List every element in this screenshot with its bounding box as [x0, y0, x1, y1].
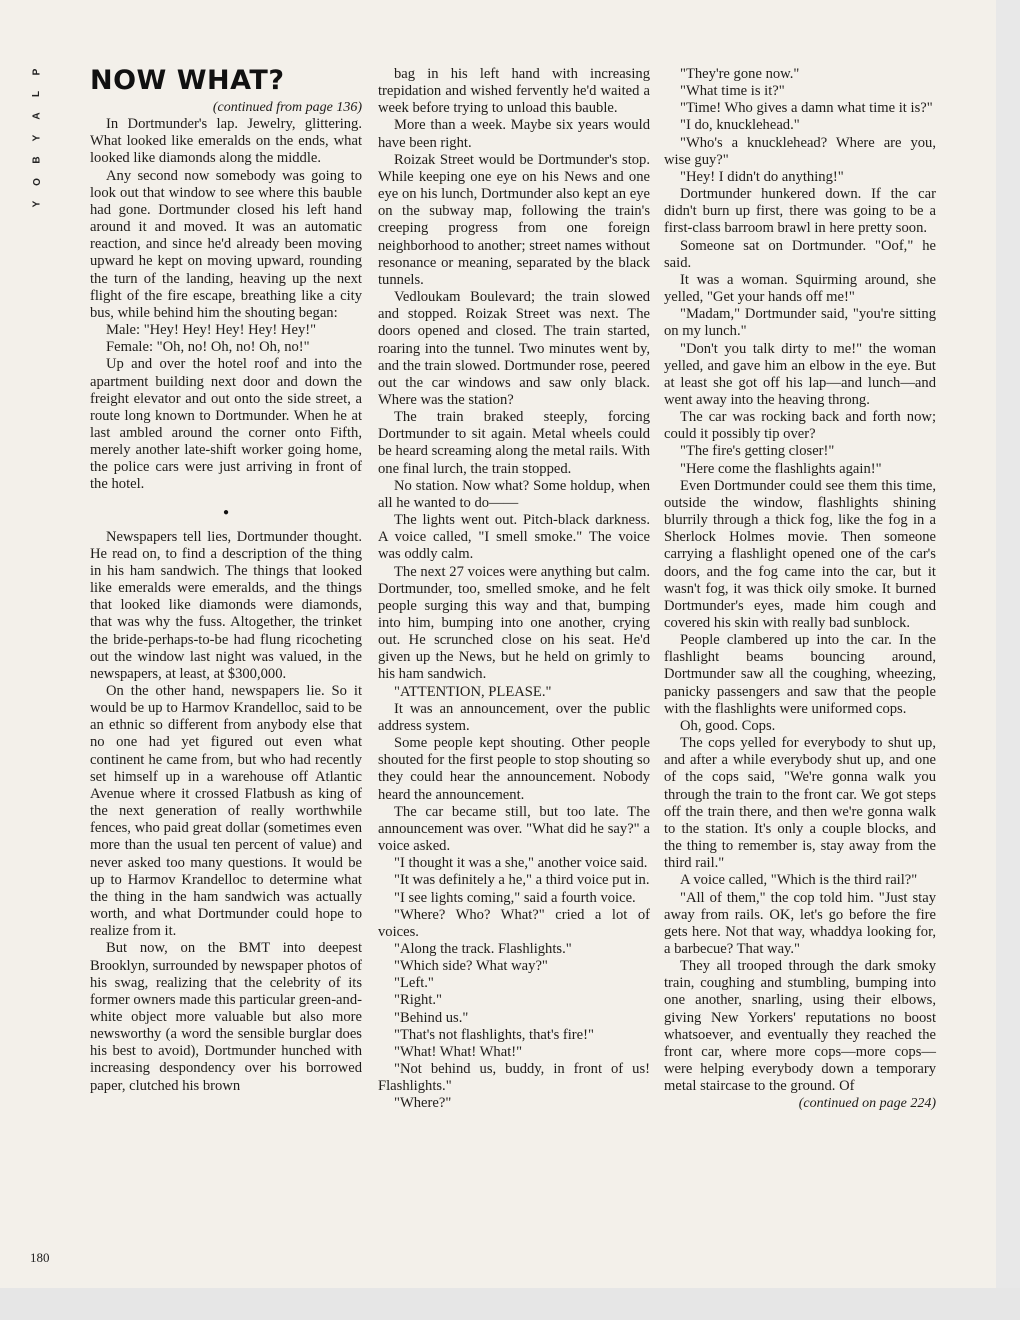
- magazine-letter: B: [31, 155, 43, 164]
- paragraph: The lights went out. Pitch-black darkness. A voice called, "I smell smoke." The voice was oddly calm.: [378, 512, 650, 563]
- paragraph: Up and over the hotel roof and into the apartment building next door and down the freight elevator and out onto the side street, a route long known to Dortmunder. When he at last ambled around the corner onto Fifth, merely another late-shift worker going home, the police cars were just arriving in front of the hotel.: [90, 356, 362, 493]
- paragraph: Someone sat on Dortmunder. "Oof," he said.: [664, 237, 936, 271]
- text-column-1: [90, 66, 362, 1095]
- paragraph: "Madam," Dortmunder said, "you're sitting on my lunch.": [664, 306, 936, 340]
- paragraph: "Which side? What way?": [394, 958, 548, 975]
- paragraph: "They're gone now.": [680, 66, 800, 82]
- paragraph: "The fire's getting closer!": [680, 443, 835, 460]
- paragraph: "Where? Who? What?" cried a lot of voices.: [378, 906, 650, 940]
- paragraph: It was a woman. Squirming around, she yelled, "Get your hands off me!": [664, 271, 936, 306]
- continued-on-note: (continued on page 224): [798, 1096, 936, 1112]
- magazine-letter: P: [31, 67, 43, 76]
- magazine-letter: O: [31, 177, 43, 186]
- scan-edge: [996, 0, 1020, 1320]
- column-1-paragraphs-after-break: [90, 529, 362, 1095]
- magazine-name-vertical: [26, 66, 48, 209]
- paragraph: "What! What! What!": [394, 1043, 523, 1060]
- paragraph: "It was definitely a he," a third voice put in.: [394, 872, 650, 889]
- text-column-2: [378, 66, 650, 1113]
- paragraph: "I do, knucklehead.": [680, 117, 800, 134]
- paragraph: "Hey! I didn't do anything!": [680, 168, 844, 185]
- paragraph: Oh, good. Cops.: [680, 717, 776, 734]
- paragraph: Vedloukam Boulevard; the train slowed and stopped. Roizak Street was next. The doors opened and closed. The train started, roaring into the tunnel. Two minutes went by, and the train slowed. Dortmunder rose, peered out the car windows and saw only black. Where was the station?: [378, 289, 650, 408]
- paragraph: More than a week. Maybe six years would have been right.: [378, 117, 650, 151]
- paragraph: The next 27 voices were anything but calm. Dortmunder, too, smelled smoke, and he felt people surging this way and that, bumping into him, bumping into one another, crying out. He scrunched close on his seat. He'd given up the News, but he held on grimly to his ham sandwich.: [378, 563, 650, 683]
- paragraph: It was an announcement, over the public address system.: [378, 700, 650, 734]
- paragraph: The train braked steeply, forcing Dortmunder to sit again. Metal wheels could be heard screaming along the metal rails. With one final lurch, the train stopped.: [378, 409, 650, 477]
- paragraph: People clambered up into the car. In the flashlight beams bouncing around, Dortmunder saw all the coughing, wheezing, panicky passengers and saw that the people with the flashlights were uniformed cops.: [664, 632, 936, 717]
- magazine-letter: Y: [31, 133, 43, 142]
- paragraph: "ATTENTION, PLEASE.": [394, 683, 552, 700]
- paragraph: A voice called, "Which is the third rail?": [680, 872, 918, 889]
- magazine-letter: A: [31, 111, 43, 120]
- column-2-paragraphs: [378, 66, 650, 1113]
- paragraph: "Time! Who gives a damn what time it is?": [680, 100, 933, 117]
- magazine-letter: L: [31, 89, 43, 98]
- paragraph: Dortmunder hunkered down. If the car didn't burn up first, there was going to be a first-class barroom brawl in here pretty soon.: [664, 186, 936, 237]
- paragraph: But now, on the BMT into deepest Brooklyn, surrounded by newspaper photos of his swag, realizing that the celebrity of its former owners made this particular green-and-white object more valuable but also more newsworthy (a word the sensible burglar does his best to avoid), Dortmunder hunched with increasing despondency over his borrowed paper, clutched his brown: [90, 940, 362, 1094]
- paragraph: "Who's a knucklehead? Where are you, wise guy?": [664, 134, 936, 168]
- magazine-letter: Y: [31, 199, 43, 208]
- paragraph: "I thought it was a she," another voice said.: [394, 855, 648, 872]
- paragraph: Any second now somebody was going to look out that window to see where this bauble had gone. Dortmunder closed his left hand around it and moved. It was an automatic reaction, and since he'd already been moving upward he kept on moving upward, rounding the turn of the landing, heaving up the next flight of the fire escape, breathing like a city bus, while behind him the shouting began:: [90, 167, 362, 321]
- paragraph: Even Dortmunder could see them this time, outside the window, flashlights shining blurrily through a thick fog, like the fog in a Sherlock Holmes movie. Then someone carrying a flashlight opened one of the car's doors, and the fog came into the car, but it wasn't fog, it was thick oily smoke. It burned Dortmunder's eyes, made him cough and covered his skin with really bad sunblock.: [664, 477, 936, 631]
- paragraph: "Right.": [394, 992, 442, 1009]
- column-3-paragraphs: [664, 66, 936, 1095]
- paragraph: No station. Now what? Some holdup, when all he wanted to do——: [378, 477, 650, 511]
- article-headline: NOW WHAT?: [90, 65, 285, 96]
- paragraph: Male: "Hey! Hey! Hey! Hey! Hey!": [106, 322, 317, 339]
- paragraph: "Where?": [394, 1095, 452, 1112]
- paragraph: Roizak Street would be Dortmunder's stop. While keeping one eye on his News and one eye on his lunch, Dortmunder also kept an eye on the subway map, following the train's creeping progress from one foreign neighborhood to another; street names without resonance or meaning, separated by the black tunnels.: [378, 151, 650, 288]
- paragraph: Some people kept shouting. Other people shouted for the first people to stop shouting so they could hear the announcement. Nobody heard the announcement.: [378, 735, 650, 803]
- paragraph: Newspapers tell lies, Dortmunder thought. He read on, to find a description of the thing in his ham sandwich. The things that looked like emeralds were emeralds, and the things that looked like diamonds were diamonds, that was why the fuss. Altogether, the trinket the bride-perhaps-to-be had flung ricocheting out the window last night was valued, in the newspapers, at least, at $300,000.: [90, 528, 362, 682]
- paragraph: On the other hand, newspapers lie. So it would be up to Harmov Krandelloc, said to be an ethnic so different from anybody else that no one had yet figured out even what continent he came from, but who had recently set himself up in a warehouse off Atlantic Avenue where it crossed Flatbush as king of the next generation of really worthwhile fences, who paid great dollar (sometimes even more than the usual ten percent of value) and never asked too many questions. It would be up to Harmov Krandelloc to determine what the thing in the ham sandwich was actually worth, and what Dortmunder could hope to realize from it.: [90, 683, 362, 940]
- paragraph: Female: "Oh, no! Oh, no! Oh, no!": [106, 339, 310, 356]
- paragraph: "Left.": [394, 975, 434, 992]
- section-break-bullet: ●: [222, 506, 230, 518]
- paragraph: The cops yelled for everybody to shut up, and after a while everybody shut up, and one of the cops said, "We're gonna walk you through the train to the front car. We got steps off the train there, and then we're gonna walk to the station. It's only a couple blocks, and the thing to remember is, stay away from the third rail.": [664, 735, 936, 872]
- paragraph: "Along the track. Flashlights.": [394, 940, 572, 957]
- scan-bottom-edge: [0, 1288, 1020, 1320]
- page-number: 180: [30, 1250, 50, 1265]
- continued-from-note: (continued from page 136): [212, 100, 362, 115]
- paragraph: They all trooped through the dark smoky train, coughing and stumbling, bumping into one another, snarling, using their elbows, giving New Yorkers' reputations no boost whatsoever, and eventually they reached the front car, where more cops—more cops—were helping everybody down a temporary metal staircase to the ground. Of: [664, 958, 936, 1095]
- paragraph: "I see lights coming," said a fourth voice.: [394, 889, 636, 906]
- text-column-3: [664, 66, 936, 1113]
- paragraph: "Behind us.": [394, 1009, 469, 1026]
- paragraph: "Here come the flashlights again!": [680, 460, 882, 477]
- paragraph: "All of them," the cop told him. "Just stay away from rails. OK, let's go before the fire gets here. Not that way, whaddya looking for, a barbecue? That way.": [664, 889, 936, 957]
- paragraph: "That's not flashlights, that's fire!": [394, 1026, 594, 1043]
- paragraph: "What time is it?": [680, 83, 785, 100]
- paragraph: "Not behind us, buddy, in front of us! Flashlights.": [378, 1061, 650, 1095]
- paragraph: The car was rocking back and forth now; could it possibly tip over?: [664, 409, 936, 443]
- column-1-paragraphs: [90, 116, 362, 493]
- paragraph: bag in his left hand with increasing trepidation and wished fervently he'd waited a week before trying to unload this bauble.: [378, 66, 650, 117]
- paragraph: The car became still, but too late. The announcement was over. "What did he say?" a voice asked.: [378, 803, 650, 855]
- paragraph: "Don't you talk dirty to me!" the woman yelled, and gave him an elbow in the eye. But at least she got off his lap—and lunch—and went away into the heaving throng.: [664, 340, 936, 408]
- paragraph: In Dortmunder's lap. Jewelry, glittering. What looked like emeralds on the ends, what looked like diamonds along the middle.: [90, 116, 362, 167]
